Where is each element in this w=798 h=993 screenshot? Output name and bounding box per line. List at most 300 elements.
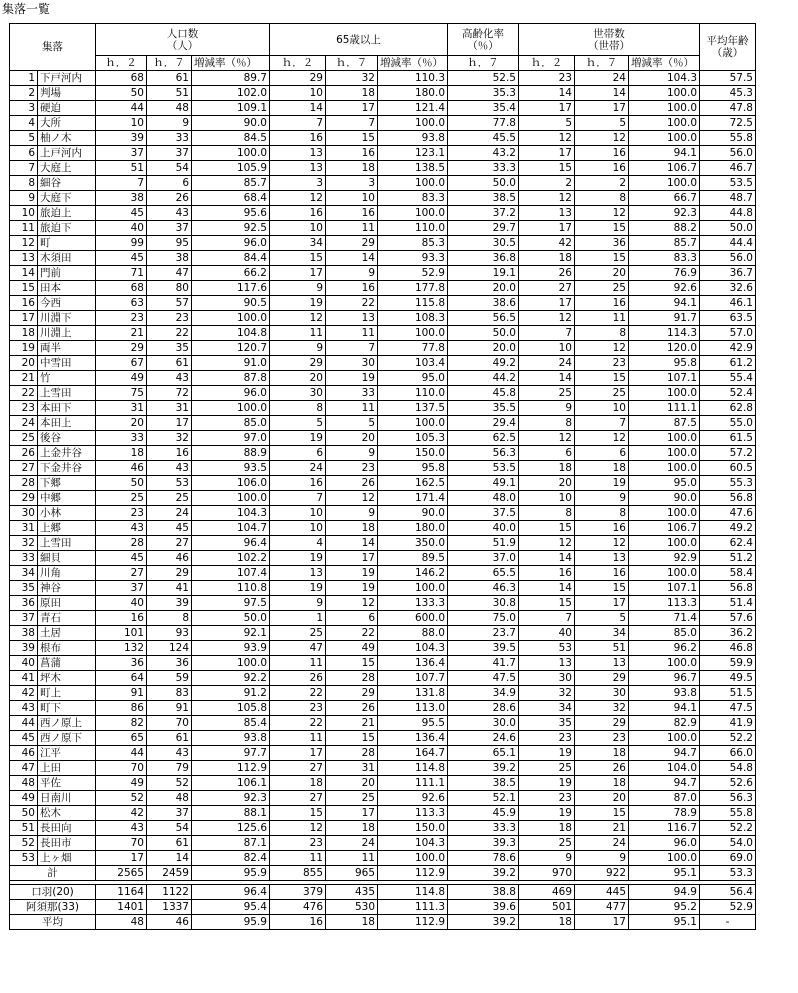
cell-settlement-name: 上雪田 <box>38 536 96 551</box>
cell-households-h7: 21 <box>575 821 629 836</box>
cell-pop-h7: 37 <box>147 221 192 236</box>
cell-over65-change: 350.0 <box>378 536 448 551</box>
cell-over65-h7: 32 <box>326 71 378 86</box>
cell-aging-rate-h7: 43.2 <box>448 146 519 161</box>
cell-over65-h2: 29 <box>270 71 326 86</box>
cell-settlement-name: 木須田 <box>38 251 96 266</box>
cell-over65-h7: 15 <box>326 731 378 746</box>
cell-settlement-name: 原田 <box>38 596 96 611</box>
cell-over65-h7: 19 <box>326 581 378 596</box>
summary-settlement-name: 平均 <box>10 915 96 930</box>
cell-pop-change: 93.8 <box>192 731 270 746</box>
cell-settlement-name: 細貝 <box>38 551 96 566</box>
cell-pop-h7: 17 <box>147 416 192 431</box>
cell-pop-h7: 79 <box>147 761 192 776</box>
cell-settlement-name: 西ノ原上 <box>38 716 96 731</box>
cell-aging-rate-h7: 20.0 <box>448 281 519 296</box>
cell-households-change: 100.0 <box>629 566 700 581</box>
cell-avg-age: 47.5 <box>700 701 756 716</box>
cell-aging-rate-h7: 23.7 <box>448 626 519 641</box>
cell-over65-h2: 9 <box>270 596 326 611</box>
cell-avg-age: 55.8 <box>700 131 756 146</box>
cell-pop-change: 102.0 <box>192 86 270 101</box>
cell-households-h2: 12 <box>519 431 575 446</box>
cell-index: 8 <box>10 176 38 191</box>
summary-households-h2: 501 <box>519 900 575 915</box>
cell-aging-rate-h7: 44.2 <box>448 371 519 386</box>
cell-index: 38 <box>10 626 38 641</box>
cell-households-h7: 19 <box>575 476 629 491</box>
cell-aging-rate-h7: 51.9 <box>448 536 519 551</box>
cell-pop-h7: 38 <box>147 251 192 266</box>
cell-households-change: 82.9 <box>629 716 700 731</box>
table-row <box>10 176 756 191</box>
cell-over65-change: 100.0 <box>378 176 448 191</box>
cell-households-h2: 14 <box>519 86 575 101</box>
cell-pop-h2: 63 <box>96 296 147 311</box>
cell-avg-age: 44.8 <box>700 206 756 221</box>
cell-over65-h7: 29 <box>326 686 378 701</box>
cell-pop-h2: 44 <box>96 101 147 116</box>
cell-households-h7: 29 <box>575 671 629 686</box>
cell-pop-change: 96.0 <box>192 236 270 251</box>
cell-index: 49 <box>10 791 38 806</box>
cell-over65-change: 100.0 <box>378 206 448 221</box>
cell-over65-change: 88.0 <box>378 626 448 641</box>
cell-over65-h2: 25 <box>270 626 326 641</box>
cell-pop-h2: 43 <box>96 521 147 536</box>
cell-pop-h7: 80 <box>147 281 192 296</box>
cell-over65-h2: 15 <box>270 251 326 266</box>
cell-avg-age: 58.4 <box>700 566 756 581</box>
cell-households-h7: 20 <box>575 791 629 806</box>
cell-pop-h7: 48 <box>147 101 192 116</box>
cell-households-change: 83.3 <box>629 251 700 266</box>
cell-pop-h7: 26 <box>147 191 192 206</box>
cell-households-change: 94.1 <box>629 146 700 161</box>
cell-households-change: 78.9 <box>629 806 700 821</box>
cell-avg-age: 47.8 <box>700 101 756 116</box>
cell-over65-change: 89.5 <box>378 551 448 566</box>
cell-aging-rate-h7: 48.0 <box>448 491 519 506</box>
cell-households-h7: 12 <box>575 536 629 551</box>
summary-aging-rate-h7: 39.6 <box>448 900 519 915</box>
summary-pop-change: 95.9 <box>192 915 270 930</box>
cell-settlement-name: 青石 <box>38 611 96 626</box>
cell-over65-h7: 6 <box>326 611 378 626</box>
cell-settlement-name: 判場 <box>38 86 96 101</box>
cell-households-h7: 15 <box>575 581 629 596</box>
cell-aging-rate-h7: 39.2 <box>448 761 519 776</box>
cell-pop-change: 104.8 <box>192 326 270 341</box>
cell-settlement-name: 竹 <box>38 371 96 386</box>
cell-pop-h2: 31 <box>96 401 147 416</box>
cell-settlement-name: 江平 <box>38 746 96 761</box>
cell-households-h7: 34 <box>575 626 629 641</box>
cell-index: 33 <box>10 551 38 566</box>
cell-pop-change: 85.7 <box>192 176 270 191</box>
cell-pop-h2: 36 <box>96 656 147 671</box>
cell-settlement-name: 上田 <box>38 761 96 776</box>
cell-index: 7 <box>10 161 38 176</box>
cell-pop-change: 100.0 <box>192 491 270 506</box>
cell-over65-h7: 22 <box>326 296 378 311</box>
cell-households-h2: 17 <box>519 101 575 116</box>
table-row <box>10 446 756 461</box>
cell-over65-h7: 26 <box>326 701 378 716</box>
cell-households-change: 120.0 <box>629 341 700 356</box>
summary-over65-change: 111.3 <box>378 900 448 915</box>
table-row <box>10 236 756 251</box>
cell-aging-rate-h7: 56.3 <box>448 446 519 461</box>
summary-avg-age: 52.9 <box>700 900 756 915</box>
cell-avg-age: 55.3 <box>700 476 756 491</box>
cell-households-h2: 19 <box>519 746 575 761</box>
cell-households-h2: 12 <box>519 311 575 326</box>
cell-over65-change: 104.3 <box>378 641 448 656</box>
cell-over65-h2: 9 <box>270 341 326 356</box>
summary-households-h2: 18 <box>519 915 575 930</box>
cell-avg-age: 52.2 <box>700 821 756 836</box>
cell-over65-change: 180.0 <box>378 521 448 536</box>
cell-pop-change: 102.2 <box>192 551 270 566</box>
cell-pop-h7: 24 <box>147 506 192 521</box>
cell-over65-h7: 25 <box>326 791 378 806</box>
cell-households-h7: 14 <box>575 86 629 101</box>
cell-pop-change: 105.9 <box>192 161 270 176</box>
header-over65: 65歳以上 <box>270 24 448 56</box>
cell-pop-h2: 68 <box>96 71 147 86</box>
header-settlement: 集落 <box>10 24 96 71</box>
cell-pop-h7: 41 <box>147 581 192 596</box>
cell-index: 44 <box>10 716 38 731</box>
cell-aging-rate-h7: 39.5 <box>448 641 519 656</box>
cell-pop-h7: 16 <box>147 446 192 461</box>
cell-settlement-name: 門前 <box>38 266 96 281</box>
cell-over65-change: 93.3 <box>378 251 448 266</box>
cell-avg-age: 57.0 <box>700 326 756 341</box>
cell-pop-change: 117.6 <box>192 281 270 296</box>
cell-pop-h2: 40 <box>96 221 147 236</box>
cell-aging-rate-h7: 35.3 <box>448 86 519 101</box>
cell-avg-age: 52.4 <box>700 386 756 401</box>
table-row <box>10 551 756 566</box>
cell-households-h2: 9 <box>519 401 575 416</box>
cell-over65-h2: 16 <box>270 206 326 221</box>
cell-over65-h2: 26 <box>270 671 326 686</box>
cell-over65-change: 150.0 <box>378 821 448 836</box>
cell-households-change: 94.1 <box>629 296 700 311</box>
cell-households-h2: 40 <box>519 626 575 641</box>
cell-households-h7: 23 <box>575 356 629 371</box>
cell-pop-h7: 27 <box>147 536 192 551</box>
summary-households-h7: 445 <box>575 885 629 900</box>
cell-over65-h2: 30 <box>270 386 326 401</box>
cell-households-h2: 12 <box>519 191 575 206</box>
summary-over65-change: 112.9 <box>378 915 448 930</box>
table-row <box>10 266 756 281</box>
cell-over65-h2: 23 <box>270 701 326 716</box>
cell-households-h2: 30 <box>519 671 575 686</box>
cell-households-h7: 29 <box>575 716 629 731</box>
cell-index: 27 <box>10 461 38 476</box>
cell-index: 14 <box>10 266 38 281</box>
cell-households-change: 100.0 <box>629 431 700 446</box>
cell-over65-h2: 19 <box>270 551 326 566</box>
cell-over65-change: 83.3 <box>378 191 448 206</box>
cell-over65-change: 100.0 <box>378 326 448 341</box>
cell-index: 26 <box>10 446 38 461</box>
cell-over65-h2: 34 <box>270 236 326 251</box>
cell-avg-age: 56.3 <box>700 791 756 806</box>
cell-avg-age: 51.5 <box>700 686 756 701</box>
summary-pop-h2: 1401 <box>96 900 147 915</box>
cell-pop-change: 66.2 <box>192 266 270 281</box>
cell-over65-h2: 19 <box>270 296 326 311</box>
table-row <box>10 386 756 401</box>
cell-over65-h7: 13 <box>326 311 378 326</box>
summary-over65-h7: 18 <box>326 915 378 930</box>
cell-households-h7: 2 <box>575 176 629 191</box>
cell-aging-rate-h7: 36.8 <box>448 251 519 266</box>
cell-households-h7: 10 <box>575 401 629 416</box>
cell-households-h2: 20 <box>519 476 575 491</box>
cell-pop-h7: 37 <box>147 806 192 821</box>
cell-settlement-name: 上雪田 <box>38 386 96 401</box>
cell-over65-h7: 7 <box>326 116 378 131</box>
summary-over65-h7: 530 <box>326 900 378 915</box>
cell-pop-h2: 29 <box>96 341 147 356</box>
cell-households-h2: 15 <box>519 596 575 611</box>
summary-pop-h2: 48 <box>96 915 147 930</box>
cell-pop-h7: 54 <box>147 161 192 176</box>
cell-households-h7: 16 <box>575 566 629 581</box>
cell-index: 43 <box>10 701 38 716</box>
cell-settlement-name: 神谷 <box>38 581 96 596</box>
cell-households-change: 100.0 <box>629 131 700 146</box>
cell-avg-age: 61.5 <box>700 431 756 446</box>
cell-over65-h2: 47 <box>270 641 326 656</box>
cell-settlement-name: 後谷 <box>38 431 96 446</box>
cell-avg-age: 56.0 <box>700 251 756 266</box>
cell-aging-rate-h7: 45.9 <box>448 806 519 821</box>
cell-over65-h2: 10 <box>270 221 326 236</box>
cell-pop-h2: 23 <box>96 506 147 521</box>
table-row <box>10 476 756 491</box>
cell-households-change: 107.1 <box>629 371 700 386</box>
table-row <box>10 806 756 821</box>
cell-index: 45 <box>10 731 38 746</box>
cell-pop-h2: 51 <box>96 161 147 176</box>
cell-pop-h2: 28 <box>96 536 147 551</box>
cell-households-h7: 8 <box>575 191 629 206</box>
cell-index: 23 <box>10 401 38 416</box>
cell-pop-change: 93.5 <box>192 461 270 476</box>
cell-pop-change: 112.9 <box>192 761 270 776</box>
cell-pop-h2: 86 <box>96 701 147 716</box>
total-households-change: 95.1 <box>629 866 700 881</box>
cell-pop-h2: 67 <box>96 356 147 371</box>
cell-aging-rate-h7: 29.7 <box>448 221 519 236</box>
total-aging-rate-h7: 39.2 <box>448 866 519 881</box>
cell-pop-h7: 14 <box>147 851 192 866</box>
cell-avg-age: 57.2 <box>700 446 756 461</box>
cell-pop-change: 92.3 <box>192 791 270 806</box>
cell-over65-change: 164.7 <box>378 746 448 761</box>
cell-over65-h2: 9 <box>270 281 326 296</box>
cell-over65-change: 95.5 <box>378 716 448 731</box>
cell-avg-age: 66.0 <box>700 746 756 761</box>
cell-households-h2: 10 <box>519 341 575 356</box>
total-households-h2: 970 <box>519 866 575 881</box>
summary-pop-h7: 46 <box>147 915 192 930</box>
cell-over65-h2: 14 <box>270 101 326 116</box>
cell-index: 2 <box>10 86 38 101</box>
cell-over65-change: 113.0 <box>378 701 448 716</box>
cell-pop-h2: 27 <box>96 566 147 581</box>
cell-pop-h7: 46 <box>147 551 192 566</box>
cell-index: 16 <box>10 296 38 311</box>
cell-pop-h7: 91 <box>147 701 192 716</box>
cell-aging-rate-h7: 65.1 <box>448 746 519 761</box>
total-row <box>10 866 756 881</box>
table-row <box>10 71 756 86</box>
cell-pop-h2: 64 <box>96 671 147 686</box>
cell-pop-h2: 18 <box>96 446 147 461</box>
cell-households-h7: 25 <box>575 281 629 296</box>
cell-index: 20 <box>10 356 38 371</box>
cell-over65-h7: 17 <box>326 101 378 116</box>
cell-pop-change: 100.0 <box>192 401 270 416</box>
cell-pop-h2: 49 <box>96 371 147 386</box>
cell-settlement-name: 川淵下 <box>38 311 96 326</box>
cell-index: 4 <box>10 116 38 131</box>
cell-pop-change: 110.8 <box>192 581 270 596</box>
cell-pop-change: 87.8 <box>192 371 270 386</box>
cell-over65-change: 150.0 <box>378 446 448 461</box>
cell-avg-age: 47.6 <box>700 506 756 521</box>
table-row <box>10 86 756 101</box>
cell-settlement-name: 坪木 <box>38 671 96 686</box>
cell-households-h2: 13 <box>519 206 575 221</box>
cell-over65-h7: 14 <box>326 536 378 551</box>
cell-avg-age: 55.8 <box>700 806 756 821</box>
table-row <box>10 821 756 836</box>
cell-pop-h2: 43 <box>96 821 147 836</box>
cell-index: 53 <box>10 851 38 866</box>
cell-aging-rate-h7: 20.0 <box>448 341 519 356</box>
cell-over65-h7: 14 <box>326 251 378 266</box>
total-over65-change: 112.9 <box>378 866 448 881</box>
header-population: 人口数 （人） <box>96 24 270 56</box>
cell-households-h7: 30 <box>575 686 629 701</box>
cell-settlement-name: 下戸河内 <box>38 71 96 86</box>
cell-households-h7: 18 <box>575 776 629 791</box>
cell-pop-h7: 61 <box>147 836 192 851</box>
cell-aging-rate-h7: 38.5 <box>448 776 519 791</box>
total-pop-h2: 2565 <box>96 866 147 881</box>
cell-households-h2: 9 <box>519 851 575 866</box>
cell-households-h7: 8 <box>575 326 629 341</box>
table-row <box>10 536 756 551</box>
cell-pop-h7: 32 <box>147 431 192 446</box>
cell-households-h7: 5 <box>575 116 629 131</box>
cell-avg-age: 50.0 <box>700 221 756 236</box>
cell-aging-rate-h7: 37.2 <box>448 206 519 221</box>
cell-over65-h2: 10 <box>270 506 326 521</box>
cell-pop-h2: 38 <box>96 191 147 206</box>
cell-index: 9 <box>10 191 38 206</box>
cell-over65-change: 136.4 <box>378 731 448 746</box>
cell-pop-h2: 45 <box>96 251 147 266</box>
cell-over65-h2: 16 <box>270 131 326 146</box>
cell-avg-age: 44.4 <box>700 236 756 251</box>
cell-households-h7: 9 <box>575 491 629 506</box>
table-row <box>10 206 756 221</box>
cell-pop-h7: 52 <box>147 776 192 791</box>
summary-pop-h2: 1164 <box>96 885 147 900</box>
cell-aging-rate-h7: 30.5 <box>448 236 519 251</box>
cell-index: 36 <box>10 596 38 611</box>
cell-households-h2: 14 <box>519 371 575 386</box>
cell-over65-h7: 20 <box>326 776 378 791</box>
cell-settlement-name: 菖蒲 <box>38 656 96 671</box>
cell-households-h2: 17 <box>519 296 575 311</box>
total-over65-h2: 855 <box>270 866 326 881</box>
cell-index: 25 <box>10 431 38 446</box>
cell-over65-h2: 18 <box>270 776 326 791</box>
cell-over65-change: 146.2 <box>378 566 448 581</box>
cell-avg-age: 57.5 <box>700 71 756 86</box>
cell-pop-h7: 25 <box>147 491 192 506</box>
cell-households-change: 87.5 <box>629 416 700 431</box>
cell-over65-h7: 12 <box>326 596 378 611</box>
cell-households-h7: 9 <box>575 851 629 866</box>
cell-aging-rate-h7: 52.1 <box>448 791 519 806</box>
cell-pop-change: 50.0 <box>192 611 270 626</box>
cell-pop-change: 84.5 <box>192 131 270 146</box>
table-row <box>10 326 756 341</box>
cell-pop-h2: 44 <box>96 746 147 761</box>
subheader-change-rate: 増減率（％） <box>192 56 270 71</box>
table-row <box>10 161 756 176</box>
cell-index: 35 <box>10 581 38 596</box>
cell-pop-h7: 9 <box>147 116 192 131</box>
cell-index: 47 <box>10 761 38 776</box>
cell-households-h7: 13 <box>575 656 629 671</box>
cell-pop-h7: 54 <box>147 821 192 836</box>
cell-households-h2: 10 <box>519 491 575 506</box>
table-row <box>10 851 756 866</box>
cell-pop-h2: 16 <box>96 611 147 626</box>
cell-over65-h2: 8 <box>270 401 326 416</box>
total-pop-h7: 2459 <box>147 866 192 881</box>
table-row <box>10 371 756 386</box>
table-row <box>10 341 756 356</box>
summary-settlement-name: 口羽(20) <box>10 885 96 900</box>
summary-households-h2: 469 <box>519 885 575 900</box>
cell-households-h7: 12 <box>575 206 629 221</box>
cell-pop-h7: 93 <box>147 626 192 641</box>
cell-pop-h2: 82 <box>96 716 147 731</box>
cell-avg-age: 51.4 <box>700 596 756 611</box>
cell-over65-h7: 3 <box>326 176 378 191</box>
cell-pop-h2: 68 <box>96 281 147 296</box>
cell-households-h2: 23 <box>519 731 575 746</box>
cell-avg-age: 53.5 <box>700 176 756 191</box>
cell-aging-rate-h7: 37.0 <box>448 551 519 566</box>
cell-households-h2: 25 <box>519 761 575 776</box>
